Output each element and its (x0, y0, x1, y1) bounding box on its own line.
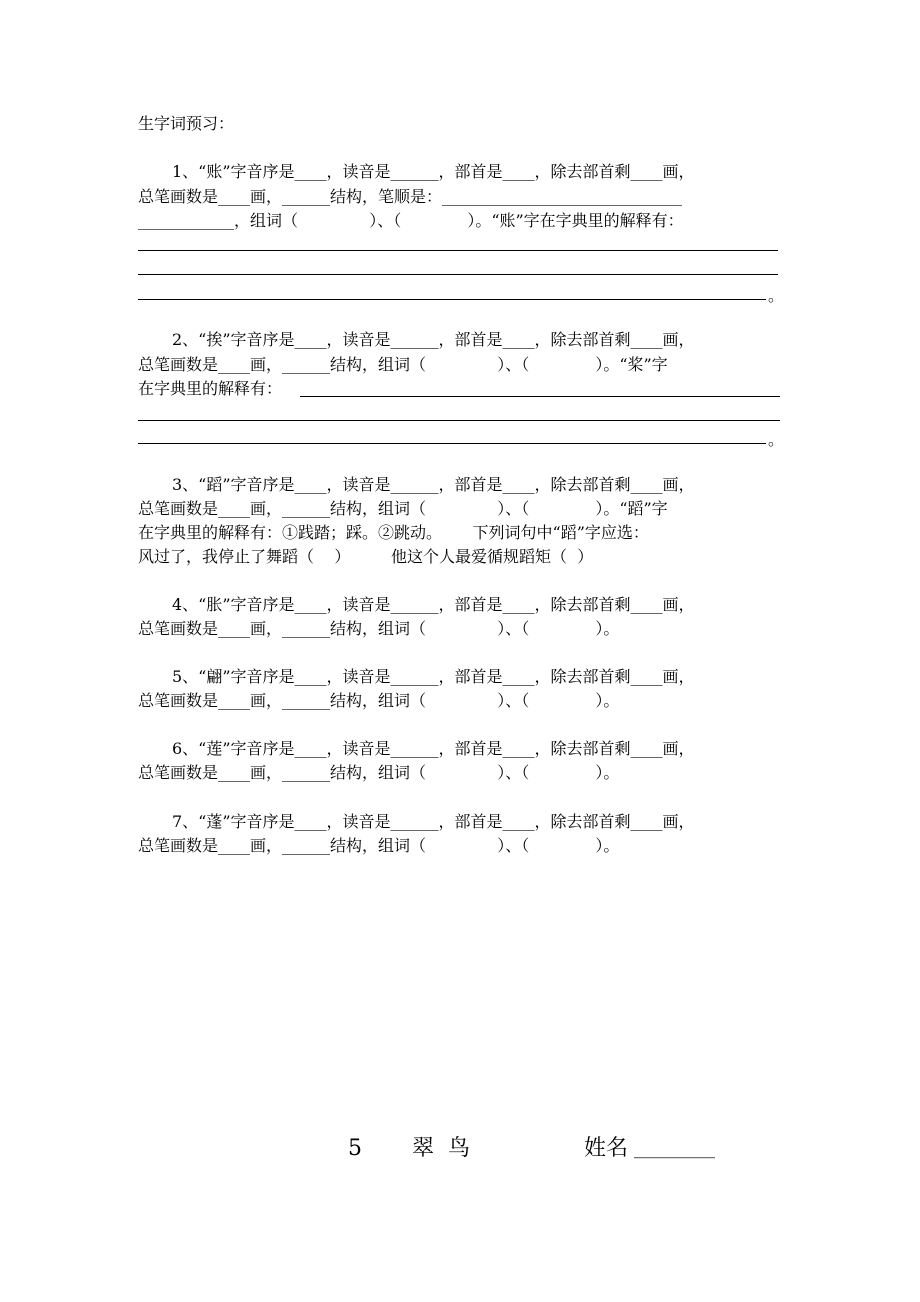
section-heading: 生字词预习： (138, 114, 235, 133)
item-2-line-2: 总笔画数是____画，______结构，组词（ ）、（ ）。“桨”字 (138, 355, 668, 374)
answer-line (138, 443, 766, 444)
item-1-line-3: ____________，组词（ ）、（ ）。“账”字在字典里的解释有： (138, 211, 684, 230)
item-3-line-4: 风过了，我停止了舞蹈（ ） 他这个人最爱循规蹈矩（ ） (138, 547, 594, 566)
answer-line (138, 299, 766, 300)
answer-line (138, 250, 778, 251)
end-mark: 。 (768, 286, 785, 305)
item-6-line-2: 总笔画数是____画，______结构，组词（ ）、（ ）。 (138, 763, 620, 782)
name-field[interactable]: _________ (634, 1138, 715, 1159)
item-4-line-1: 4、“胀”字音序是____，读音是______，部首是____，除去部首剩____画， (172, 595, 695, 614)
name-label: 姓名 (584, 1136, 629, 1161)
item-1-line-2: 总笔画数是____画，______结构，笔顺是：______________________________ (138, 187, 683, 206)
item-2-line-3: 在字典里的解释有： (138, 379, 283, 398)
item-5-line-1: 5、“翩”字音序是____，读音是______，部首是____，除去部首剩____画， (172, 667, 695, 686)
answer-line (138, 274, 778, 275)
end-mark: 。 (768, 430, 785, 449)
item-2-line-1: 2、“挨”字音序是____，读音是______，部首是____，除去部首剩____画， (172, 330, 695, 349)
answer-line (138, 420, 780, 421)
answer-line (300, 396, 780, 397)
item-3-line-2: 总笔画数是____画，______结构，组词（ ）、（ ）。“蹈”字 (138, 499, 668, 518)
item-1-line-1: 1、“账”字音序是____，读音是______，部首是____，除去部首剩____画， (172, 162, 695, 181)
lesson-number: 5 (348, 1136, 362, 1161)
item-3-line-1: 3、“蹈”字音序是____，读音是______，部首是____，除去部首剩____画， (172, 475, 695, 494)
lesson-title: 翠 鸟 (412, 1136, 470, 1161)
item-4-line-2: 总笔画数是____画，______结构，组词（ ）、（ ）。 (138, 619, 620, 638)
item-7-line-1: 7、“蓬”字音序是____，读音是______，部首是____，除去部首剩____画， (172, 812, 695, 831)
item-7-line-2: 总笔画数是____画，______结构，组词（ ）、（ ）。 (138, 836, 620, 855)
item-3-line-3: 在字典里的解释有：①践踏；踩。②跳动。 下列词句中“蹈”字应选： (138, 523, 649, 542)
item-5-line-2: 总笔画数是____画，______结构，组词（ ）、（ ）。 (138, 691, 620, 710)
item-6-line-1: 6、“莲”字音序是____，读音是______，部首是____，除去部首剩____画， (172, 739, 695, 758)
